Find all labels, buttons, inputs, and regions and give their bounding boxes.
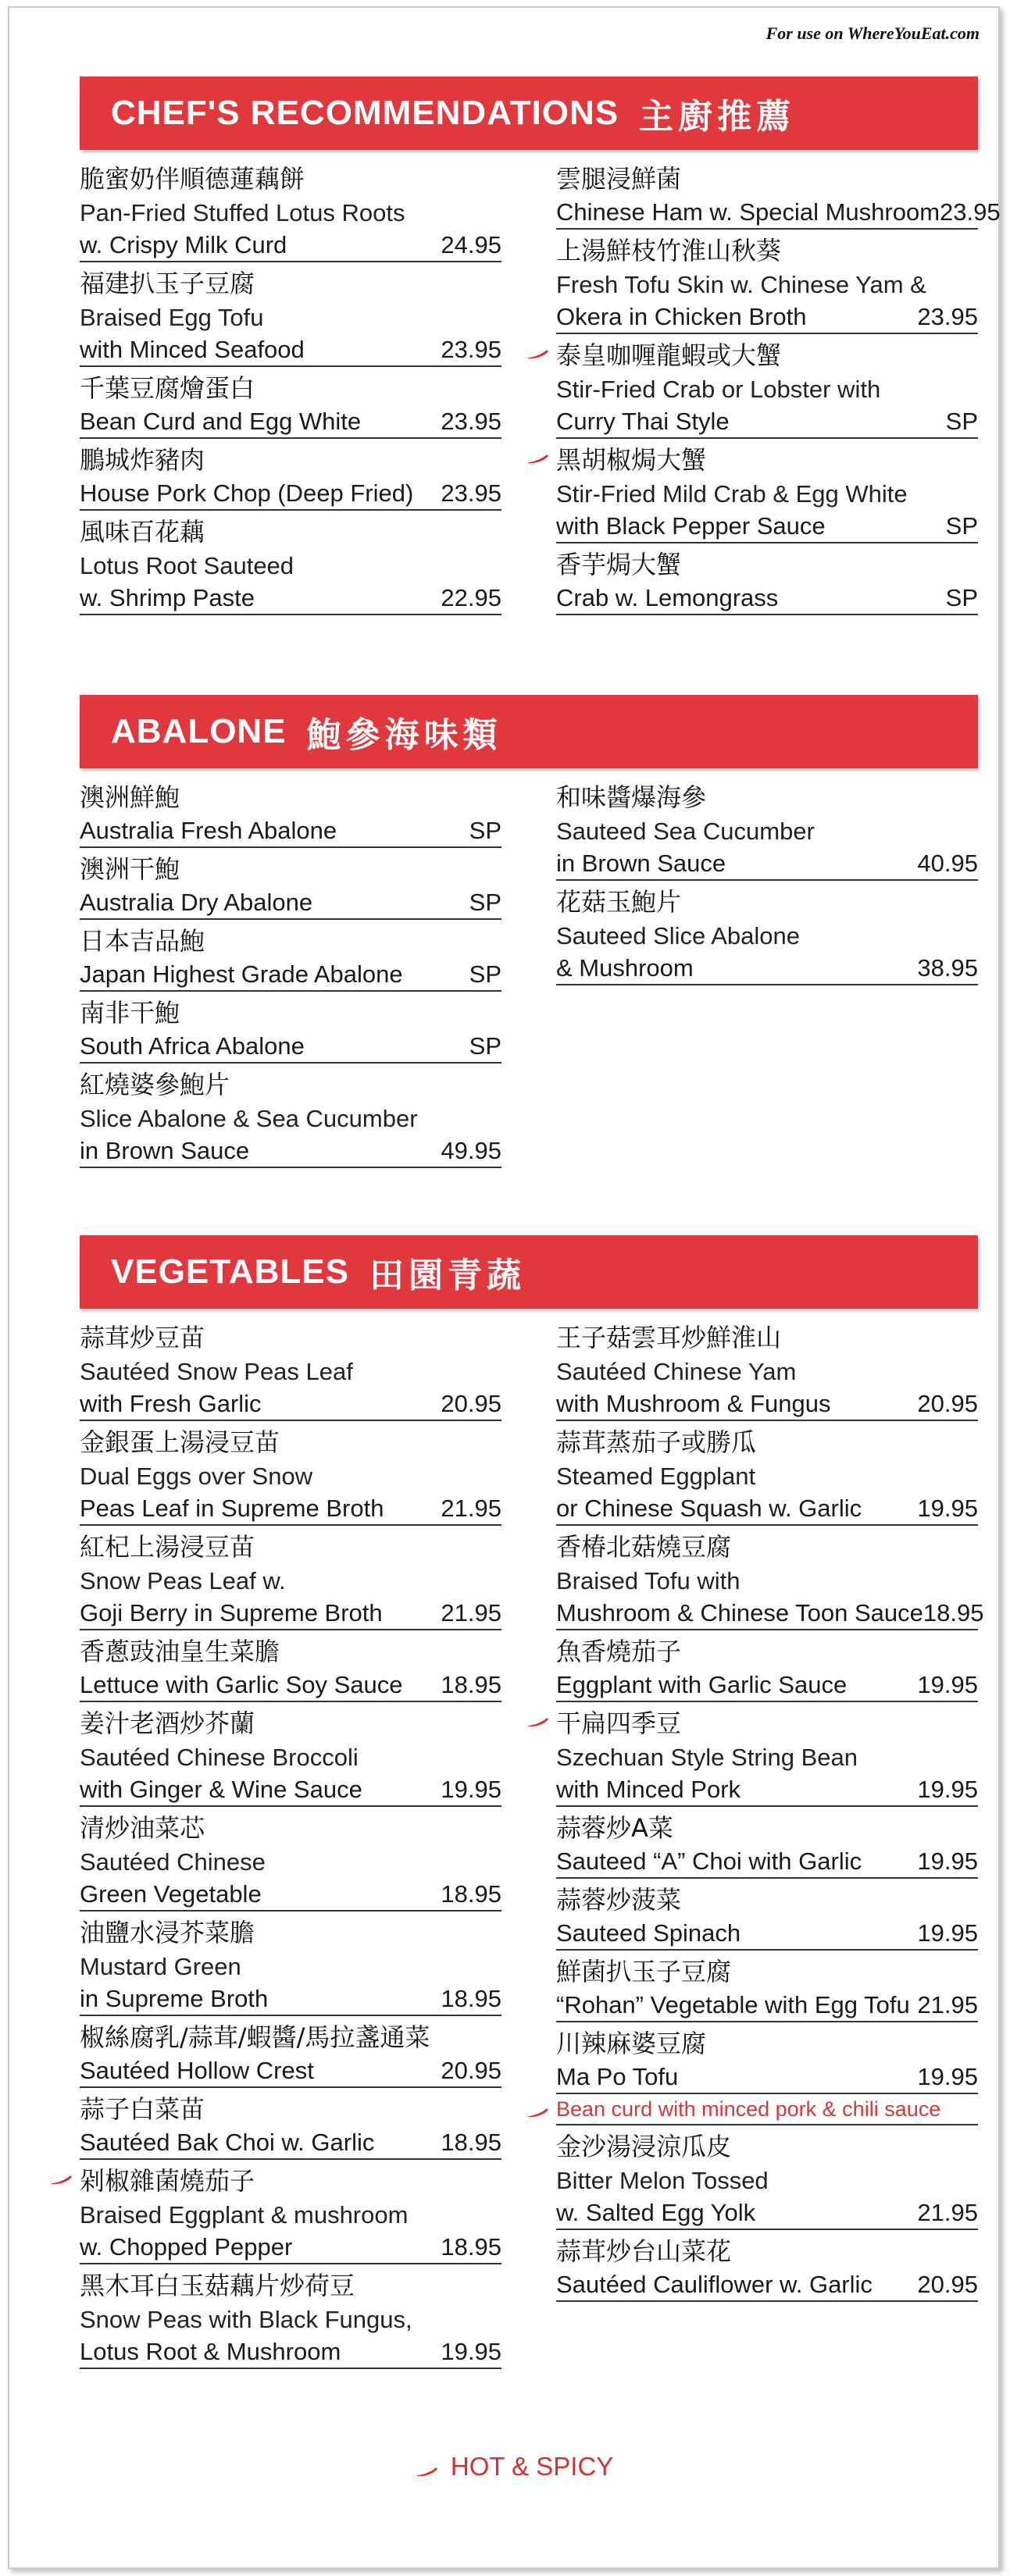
dish-price: 23.95 [441, 408, 501, 435]
dish-price-line [556, 301, 978, 334]
dish-name-en: Sauteed Sea Cucumber [556, 818, 815, 845]
dish-price-line [556, 1598, 984, 1630]
dish-price: 20.95 [917, 1390, 978, 1417]
dish-price: 19.95 [917, 1847, 978, 1875]
menu-item [80, 923, 501, 992]
dish-name-en-last: Sautéed Cauliflower w. Garlic [556, 2271, 873, 2298]
dish-price: 21.95 [441, 1495, 501, 1522]
right-column [556, 779, 978, 1171]
dish-name-zh: 香椿北菇燒豆腐 [556, 1532, 732, 1562]
menu-item [556, 1954, 978, 2022]
dish-name-en-last: Japan Highest Grade Abalone [80, 960, 403, 988]
dish-price-line [80, 1879, 501, 1912]
section-banner [80, 77, 978, 150]
dish-price: SP [945, 408, 978, 435]
dish-price-line [556, 1990, 978, 2022]
dish-name-en-last: Sautéed Hollow Crest [80, 2057, 314, 2084]
menu-item [80, 2163, 501, 2264]
dish-price: 18.95 [441, 1880, 501, 1908]
dish-name-en-last: Goji Berry in Supreme Broth [80, 1599, 383, 1626]
dish-price-line [80, 230, 501, 262]
dish-name-zh: 鮮菌扒玉子豆腐 [556, 1957, 732, 1986]
dish-name-en: Szechuan Style String Bean [556, 1744, 858, 1771]
section-banner [80, 695, 978, 768]
menu-item [80, 1424, 501, 1526]
menu-item [80, 1320, 501, 1421]
dish-price: 18.95 [441, 1985, 501, 2012]
dish-price: 23.95 [917, 303, 978, 330]
dish-name-en-last: Crab w. Lemongrass [556, 584, 779, 611]
dish-name-en-last: South Africa Abalone [80, 1032, 305, 1060]
dish-name-en: Snow Peas Leaf w. [80, 1567, 286, 1594]
section-banner [80, 1235, 978, 1309]
dish-name-zh: 澳洲鮮鮑 [80, 782, 180, 812]
dish-name-zh: 干扁四季豆 [556, 1708, 682, 1738]
dish-price-line [556, 583, 978, 615]
right-column [556, 161, 1001, 618]
dish-name-zh: 蒜茸炒豆苗 [80, 1323, 205, 1352]
section-title-zh: 鮑參海味類 [306, 715, 502, 755]
dish-price: 18.95 [441, 1671, 501, 1698]
menu-item [80, 1810, 501, 1912]
dish-name-en-last: Australia Fresh Abalone [80, 817, 337, 844]
dish-name-en-last: or Chinese Squash w. Garlic [556, 1495, 862, 1522]
menu-item [556, 233, 978, 334]
dish-price-line [80, 959, 501, 992]
menu-item [80, 2019, 501, 2088]
dish-name-zh: 黑木耳白玉菇藕片炒荷豆 [80, 2271, 355, 2300]
watermark: For use on WhereYouEat.com [766, 23, 980, 43]
dish-price: 24.95 [441, 231, 501, 258]
menu-item [556, 2233, 978, 2302]
menu-item [556, 1705, 978, 1807]
dish-name-en-last: in Brown Sauce [556, 850, 726, 877]
dish-price: 20.95 [441, 2057, 501, 2084]
dish-price: 20.95 [917, 2271, 978, 2298]
dish-price: 19.95 [917, 1776, 978, 1803]
dish-price: 23.95 [441, 336, 501, 363]
dish-name-zh: 王子菇雲耳炒鮮淮山 [556, 1323, 782, 1352]
menu-item [80, 851, 501, 920]
dish-name-zh: 川辣麻婆豆腐 [556, 2029, 707, 2058]
section-chefs-recommendations [80, 77, 1001, 618]
dish-price: 19.95 [917, 1495, 978, 1522]
dish-name-en: Steamed Eggplant [556, 1463, 756, 1490]
dish-name-zh: 千葉豆腐燴蛋白 [80, 373, 255, 403]
dish-name-zh: 蒜茸蒸茄子或勝瓜 [556, 1427, 757, 1457]
dish-name-en: Sautéed Snow Peas Leaf [80, 1358, 353, 1385]
dish-name-en-last: with Minced Seafood [80, 336, 305, 363]
left-column [80, 161, 501, 618]
menu-item [556, 779, 978, 881]
dish-price-line [556, 1493, 978, 1526]
dish-price-line [80, 334, 501, 367]
dish-price: 49.95 [441, 1137, 501, 1164]
dish-name-en-last: Curry Thai Style [556, 408, 730, 435]
dish-name-en: Sauteed Slice Abalone [556, 922, 800, 950]
dish-name-zh: 黑胡椒焗大蟹 [556, 445, 707, 475]
dish-price: 18.95 [441, 2233, 501, 2261]
dish-price-line [80, 478, 501, 511]
dish-name-en-last: Sautéed Bak Choi w. Garlic [80, 2129, 375, 2156]
dish-name-en: Braised Tofu with [556, 1567, 741, 1594]
dish-price-line [80, 2336, 501, 2369]
menu-item [80, 1067, 501, 1168]
menu-item [556, 884, 978, 985]
dish-name-en-last: Bean Curd and Egg White [80, 408, 362, 435]
dish-name-zh: 蒜子白菜苗 [80, 2094, 205, 2124]
dish-name-en: Sautéed Chinese Broccoli [80, 1744, 359, 1771]
menu-item [80, 1705, 501, 1807]
dish-price-line [80, 1135, 501, 1168]
section-title-en: VEGETABLES [111, 1252, 350, 1291]
dish-price: 19.95 [441, 2338, 501, 2365]
dish-price-line [556, 1846, 978, 1879]
dish-name-zh: 風味百花藕 [80, 517, 205, 547]
dish-price-line [556, 848, 978, 881]
dish-name-zh: 蒜蓉炒A菜 [556, 1813, 673, 1843]
menu-page [8, 6, 1000, 2569]
dish-name-en-last: w. Shrimp Paste [80, 584, 255, 611]
dish-name-zh: 蒜蓉炒菠菜 [556, 1885, 682, 1915]
menu-item [80, 2091, 501, 2160]
dish-name-zh: 上湯鮮枝竹淮山秋葵 [556, 236, 782, 265]
menu-item [556, 442, 978, 543]
dish-name-en-last: Mushroom & Chinese Toon Sauce [556, 1599, 923, 1626]
section-title-en: CHEF'S RECOMMENDATIONS [111, 94, 619, 132]
section-vegetables [80, 1235, 984, 2372]
dish-name-en: Lotus Root Sauteed [80, 552, 294, 579]
menu-item [80, 995, 501, 1064]
dish-price-line [556, 1918, 978, 1951]
dish-price-line [80, 887, 501, 920]
section-title-zh: 主廚推薦 [639, 97, 796, 137]
dish-price: 22.95 [441, 584, 501, 611]
dish-price-line [80, 583, 501, 615]
dish-price: 18.95 [441, 2129, 501, 2156]
dish-name-en: Sautéed Chinese Yam [556, 1358, 797, 1385]
dish-price: 19.95 [917, 1919, 978, 1947]
dish-name-en: Stir-Fried Mild Crab & Egg White [556, 480, 908, 508]
dish-price: 21.95 [917, 2199, 978, 2226]
dish-price-line [556, 406, 978, 439]
menu-item [556, 1810, 978, 1879]
dish-name-en: Bitter Melon Tossed [556, 2167, 769, 2194]
dish-price-line [80, 1493, 501, 1526]
dish-price-line [80, 2127, 501, 2160]
menu-item [556, 1424, 978, 1526]
dish-name-zh: 香蔥豉油皇生菜膽 [80, 1637, 280, 1666]
dish-name-zh: 金沙湯浸涼瓜皮 [556, 2132, 732, 2161]
dish-price-line [80, 1983, 501, 2016]
dish-price: 23.95 [940, 198, 1001, 226]
dish-name-en-last: Chinese Ham w. Special Mushroom [556, 198, 940, 226]
dish-price: SP [469, 960, 501, 988]
dish-price-line [556, 511, 978, 543]
chili-pepper-icon [50, 2174, 73, 2185]
dish-price-line [556, 953, 978, 985]
dish-name-zh: 剁椒雜菌燒茄子 [80, 2166, 255, 2196]
dish-price: 19.95 [917, 2063, 978, 2090]
chili-pepper-icon [526, 348, 550, 359]
dish-name-zh: 姜汁老酒炒芥蘭 [80, 1708, 255, 1738]
menu-item [556, 337, 978, 439]
dish-note: Bean curd with minced pork & chili sauce [556, 2094, 978, 2125]
dish-price: 19.95 [441, 1776, 501, 1803]
menu-item [556, 2129, 978, 2230]
dish-name-en-last: in Brown Sauce [80, 1137, 250, 1164]
dish-name-en: Slice Abalone & Sea Cucumber [80, 1105, 418, 1132]
dish-name-en-last: & Mushroom [556, 954, 694, 982]
menu-item [80, 779, 501, 848]
dish-name-en-last: Sauteed “A” Choi with Garlic [556, 1847, 862, 1875]
menu-item [80, 370, 501, 439]
dish-name-zh: 日本吉品鮑 [80, 926, 205, 956]
dish-name-en: Fresh Tofu Skin w. Chinese Yam & [556, 271, 926, 298]
dish-name-en-last: “Rohan” Vegetable with Egg Tofu [556, 1991, 910, 2018]
dish-name-zh: 魚香燒茄子 [556, 1637, 682, 1666]
menu-item [556, 1882, 978, 1951]
dish-name-zh: 花菇玉鮑片 [556, 887, 682, 917]
dish-price: 23.95 [441, 479, 501, 507]
dish-name-zh: 椒絲腐乳/蒜茸/蝦醬/馬拉盞通菜 [80, 2022, 430, 2052]
dish-name-en-last: Sauteed Spinach [556, 1919, 741, 1947]
dish-name-en-last: Ma Po Tofu [556, 2063, 679, 2090]
dish-name-zh: 鵬城炸豬肉 [80, 445, 205, 475]
menu-item [80, 514, 501, 615]
menu-item [80, 161, 501, 262]
dish-name-en-last: w. Crispy Milk Curd [80, 231, 287, 258]
dish-name-en: Braised Egg Tofu [80, 304, 264, 331]
dish-price: 18.95 [923, 1599, 984, 1626]
spicy-legend [9, 2452, 1010, 2482]
dish-price: 21.95 [441, 1599, 501, 1626]
menu-item [556, 1320, 978, 1421]
section-title-en: ABALONE [111, 712, 287, 750]
left-column [80, 779, 501, 1171]
dish-price-line [80, 2232, 501, 2264]
dish-price: 21.95 [917, 1991, 978, 2018]
dish-name-en: Pan-Fried Stuffed Lotus Roots [80, 199, 405, 226]
menu-item [556, 1529, 984, 1630]
dish-price: SP [469, 817, 501, 844]
dish-price-line [556, 1388, 978, 1421]
dish-name-zh: 紅杞上湯浸豆苗 [80, 1532, 255, 1562]
dish-price: 40.95 [917, 850, 978, 877]
dish-price-line [556, 1774, 978, 1807]
dish-name-en: Stir-Fried Crab or Lobster with [556, 376, 881, 403]
dish-name-zh: 油鹽水浸芥菜膽 [80, 1918, 255, 1947]
dish-name-zh: 紅燒婆參鮑片 [80, 1070, 230, 1099]
dish-price-line [80, 1031, 501, 1064]
dish-name-zh: 南非干鮑 [80, 998, 180, 1028]
dish-name-en: Snow Peas with Black Fungus, [80, 2306, 412, 2333]
dish-name-zh: 和味醬爆海參 [556, 782, 707, 812]
menu-item [556, 1634, 978, 1702]
dish-price-line [556, 1669, 978, 1702]
dish-price-line [556, 197, 1001, 230]
chili-pepper-icon [526, 1716, 550, 1727]
dish-name-en-last: w. Chopped Pepper [80, 2233, 293, 2261]
dish-name-en: Mustard Green [80, 1953, 241, 1980]
dish-name-en-last: with Fresh Garlic [80, 1390, 262, 1417]
menu-item [80, 265, 501, 367]
dish-name-en-last: House Pork Chop (Deep Fried) [80, 479, 414, 507]
dish-price-line [556, 2061, 978, 2094]
dish-name-en-last: Peas Leaf in Supreme Broth [80, 1495, 384, 1522]
dish-name-zh: 脆蜜奶伴順德蓮藕餅 [80, 164, 305, 194]
dish-price: 19.95 [917, 1671, 978, 1698]
chili-pepper-icon [526, 2107, 550, 2118]
dish-name-zh: 蒜茸炒台山菜花 [556, 2236, 732, 2266]
dish-name-en-last: in Supreme Broth [80, 1985, 269, 2012]
dish-name-en-last: with Minced Pork [556, 1776, 741, 1803]
right-column [556, 1320, 984, 2372]
dish-name-zh: 金銀蛋上湯浸豆苗 [80, 1427, 280, 1457]
dish-name-en-last: Okera in Chicken Broth [556, 303, 807, 330]
menu-item [80, 2268, 501, 2369]
dish-name-zh: 清炒油菜芯 [80, 1813, 205, 1843]
dish-name-zh: 香芋焗大蟹 [556, 550, 682, 579]
dish-name-en-last: with Mushroom & Fungus [556, 1390, 831, 1417]
dish-name-en-last: with Black Pepper Sauce [556, 512, 826, 540]
menu-item [80, 1634, 501, 1702]
dish-price-line [80, 2055, 501, 2088]
dish-name-zh: 澳洲干鮑 [80, 854, 180, 884]
section-title-zh: 田園青蔬 [369, 1256, 526, 1295]
dish-price-line [80, 406, 501, 439]
dish-name-en-last: Green Vegetable [80, 1880, 262, 1908]
dish-name-zh: 泰皇咖喱龍蝦或大蟹 [556, 340, 782, 370]
dish-price-line [80, 1774, 501, 1807]
menu-item [556, 161, 1001, 230]
dish-name-en-last: Eggplant with Garlic Sauce [556, 1671, 848, 1698]
section-abalone [80, 695, 978, 1171]
chili-pepper-icon [526, 453, 550, 464]
dish-price: SP [469, 889, 501, 916]
menu-item [80, 1915, 501, 2016]
dish-price-line [556, 2197, 978, 2230]
menu-item [80, 442, 501, 511]
dish-price: SP [945, 584, 978, 611]
dish-name-en: Dual Eggs over Snow [80, 1463, 313, 1490]
dish-name-en: Sautéed Chinese [80, 1848, 266, 1876]
dish-name-en-last: Lettuce with Garlic Soy Sauce [80, 1671, 403, 1698]
dish-price: SP [469, 1032, 501, 1060]
dish-price-line [556, 2269, 978, 2302]
dish-price-line [80, 1388, 501, 1421]
dish-price: 38.95 [917, 954, 978, 982]
dish-name-en-last: Lotus Root & Mushroom [80, 2338, 341, 2365]
dish-name-zh: 雲腿浸鮮菌 [556, 164, 682, 194]
menu-item [556, 2026, 978, 2125]
dish-name-en: Braised Eggplant & mushroom [80, 2201, 409, 2229]
dish-price: SP [945, 512, 978, 540]
left-column [80, 1320, 501, 2372]
legend-label: HOT & SPICY [450, 2452, 614, 2481]
dish-price-line [80, 815, 501, 848]
dish-name-en-last: with Ginger & Wine Sauce [80, 1776, 362, 1803]
dish-price: 20.95 [441, 1390, 501, 1417]
chili-pepper-icon [416, 2466, 439, 2477]
dish-name-en-last: Australia Dry Abalone [80, 889, 313, 916]
dish-name-en-last: w. Salted Egg Yolk [556, 2199, 756, 2226]
dish-price-line [80, 1598, 501, 1630]
menu-item [556, 547, 978, 615]
dish-name-zh: 福建扒玉子豆腐 [80, 269, 255, 298]
dish-price-line [80, 1669, 501, 1702]
menu-item [80, 1529, 501, 1630]
